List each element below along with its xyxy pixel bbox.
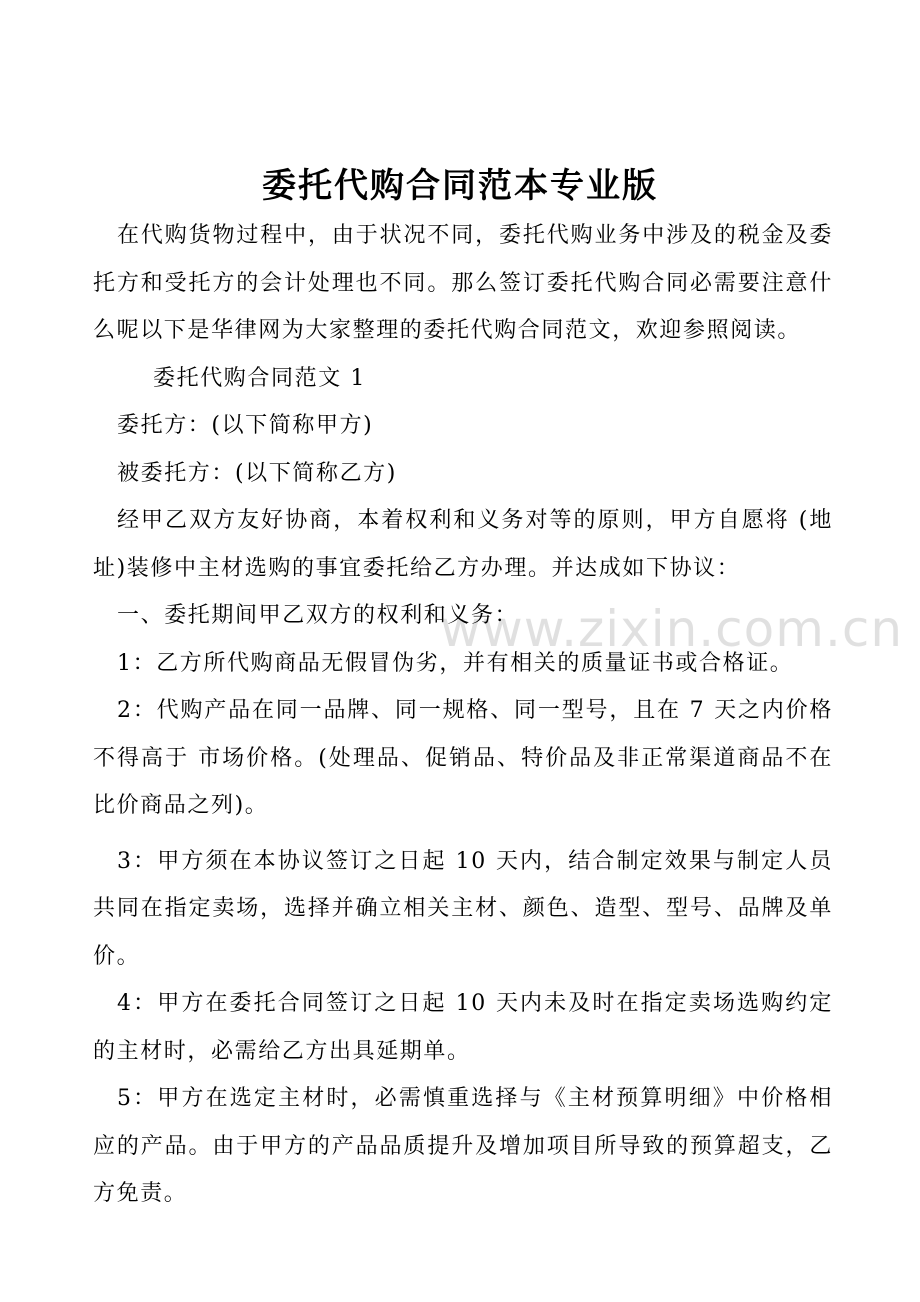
clause-2: 2：代购产品在同一品牌、同一规格、同一型号，且在 7 天之内价格不得高于 市场价格。(处理品、促销品、特价品及非正常渠道商品不在比价商品之列)。 [93, 698, 833, 818]
party-a-line: 委托方：(以下简称甲方) [117, 413, 374, 438]
clause-5: 5：甲方在选定主材时，必需慎重选择与《主材预算明细》中价格相应的产品。由于甲方的产品品质提升及增加项目所导致的预算超支，乙方免责。 [93, 1086, 833, 1206]
watermark: www.zixin.com.cn [440, 600, 904, 658]
document-title: 委托代购合同范本专业版 [262, 166, 658, 206]
party-b-line: 被委托方：(以下简称乙方) [117, 460, 397, 486]
section-heading: 一、委托期间甲乙双方的权利和义务： [117, 603, 519, 628]
intro-paragraph: 在代购货物过程中，由于状况不同，委托代购业务中涉及的税金及委托方和受托方的会计处理也不同。那么签订委托代购合同必需要注意什么呢以下是华律网为大家整理的委托代购合同范文，欢迎参照阅读。 [93, 223, 833, 343]
sample-heading: 委托代购合同范文 1 [153, 365, 366, 391]
clause-3: 3：甲方须在本协议签订之日起 10 天内，结合制定效果与制定人员共同在指定卖场，选择并确立相关主材、颜色、造型、型号、品牌及单价。 [93, 848, 833, 969]
clause-4: 4：甲方在委托合同签订之日起 10 天内未及时在指定卖场选购约定的主材时，必需给乙方出具延期单。 [93, 991, 833, 1064]
document-body [93, 212, 833, 1218]
clause-1: 1：乙方所代购商品无假冒伪劣，并有相关的质量证书或合格证。 [117, 650, 794, 676]
agreement-paragraph: 经甲乙双方友好协商，本着权利和义务对等的原则，甲方自愿将 (地址)装修中主材选购的事宜委托给乙方办理。并达成如下协议： [93, 508, 833, 581]
